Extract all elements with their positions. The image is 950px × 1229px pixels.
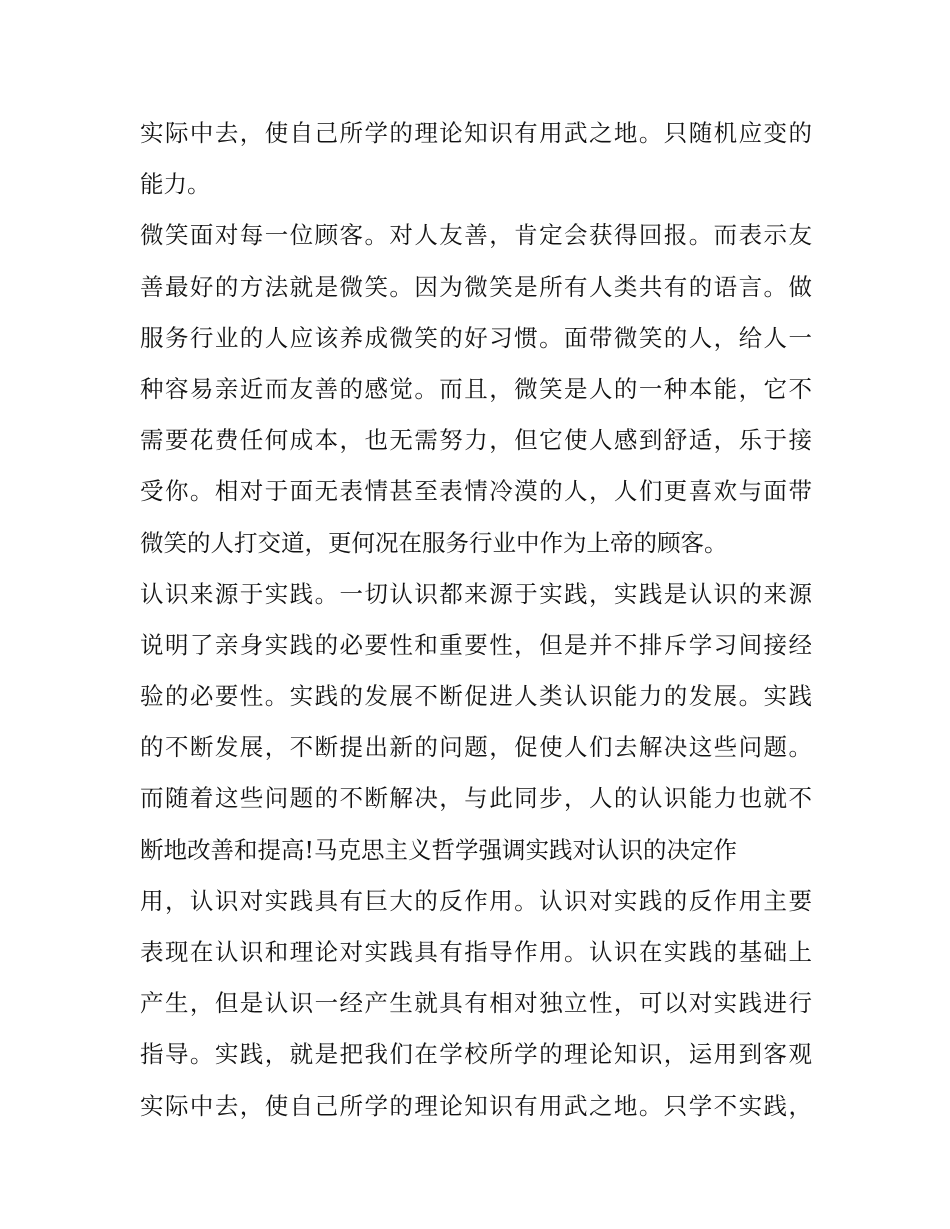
text-line: 指导。实践，就是把我们在学校所学的理论知识，运用到客观 — [140, 1040, 812, 1069]
text-line: 需要花费任何成本，也无需努力，但它使人感到舒适，乐于接 — [140, 426, 812, 455]
text-line: 的不断发展，不断提出新的问题，促使人们去解决这些问题。 — [140, 733, 812, 762]
text-line: 说明了亲身实践的必要性和重要性，但是并不排斥学习间接经 — [140, 630, 812, 659]
text-line: 微笑面对每一位顾客。对人友善，肯定会获得回报。而表示友 — [140, 221, 812, 250]
text-line: 表现在认识和理论对实践具有指导作用。认识在实践的基础上 — [140, 938, 812, 966]
text-line: 用，认识对实践具有巨大的反作用。认识对实践的反作用主要 — [140, 886, 812, 915]
text-line: 断地改善和提高!马克思主义哲学强调实践对认识的决定作 — [140, 835, 737, 864]
text-line: 微笑的人打交道，更何况在服务行业中作为上帝的顾客。 — [140, 528, 728, 557]
text-line: 服务行业的人应该养成微笑的好习惯。面带微笑的人，给人一 — [140, 323, 812, 352]
text-line: 而随着这些问题的不断解决，与此同步，人的认识能力也就不 — [140, 784, 812, 813]
text-line: 产生，但是认识一经产生就具有相对独立性，可以对实践进行 — [140, 989, 812, 1018]
text-line: 种容易亲近而友善的感觉。而且，微笑是人的一种本能，它不 — [140, 374, 812, 403]
text-line: 善最好的方法就是微笑。因为微笑是所有人类共有的语言。做 — [140, 272, 812, 301]
text-line: 实际中去，使自己所学的理论知识有用武之地。只随机应变的 — [140, 119, 812, 147]
text-line: 受你。相对于面无表情甚至表情冷漠的人，人们更喜欢与面带 — [140, 477, 812, 506]
text-line: 实际中去，使自己所学的理论知识有用武之地。只学不实践， — [140, 1091, 812, 1120]
text-line: 认识来源于实践。一切认识都来源于实践，实践是认识的来源 — [140, 579, 812, 608]
text-line: 验的必要性。实践的发展不断促进人类认识能力的发展。实践 — [140, 682, 812, 711]
body-text — [140, 108, 812, 1132]
text-line: 能力。 — [140, 170, 211, 199]
